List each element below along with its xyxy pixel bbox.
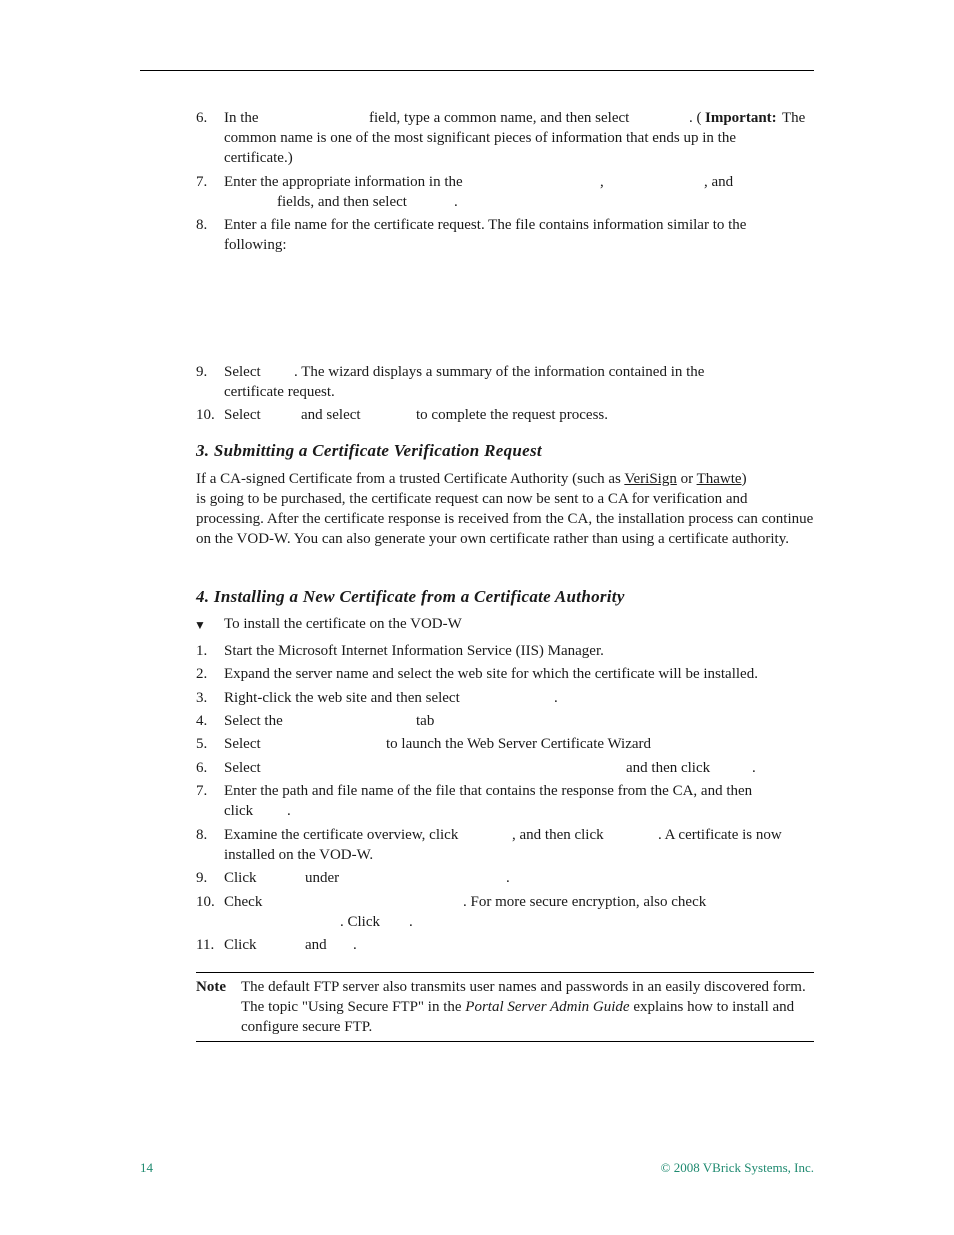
- step-text-segment: Select: [224, 760, 261, 776]
- step-text-segment: Enter the appropriate information in the: [224, 174, 463, 190]
- step-number: 3.: [196, 690, 208, 706]
- step-number: 9.: [196, 364, 208, 380]
- step-text: [224, 868, 816, 888]
- step-text-segment: .: [752, 760, 756, 776]
- section-3-text-rest: is going to be purchased, the certificate request can now be sent to a CA for verification and processing. After the certificate response is received from the CA, the installation process can continue on the VOD-W. You can also generate your own certificate rather than using a certificate authority.: [196, 491, 814, 547]
- step-line: [224, 781, 816, 801]
- step-text: [224, 688, 816, 708]
- step-text-segment: to complete the request process.: [416, 407, 609, 423]
- step-line: [224, 912, 816, 932]
- step-line: [224, 664, 816, 684]
- step-text: [224, 172, 816, 212]
- step-text-segment: and: [305, 937, 327, 953]
- step-number: 8.: [196, 217, 208, 233]
- step-text: [224, 108, 816, 168]
- step-text: [224, 641, 816, 661]
- section-3-text-paren: ): [741, 471, 747, 487]
- step-text-segment: Expand the server name and select the web site for which the certificate will be installed.: [224, 666, 758, 682]
- step-text-segment: .: [506, 870, 510, 886]
- step-line: [224, 734, 816, 754]
- step-line: [224, 892, 816, 912]
- step-number: 7.: [196, 174, 208, 190]
- step-text-segment: . Click: [340, 914, 380, 930]
- step-number: 1.: [196, 643, 208, 659]
- header-rule: [140, 70, 814, 71]
- note-text: [241, 977, 813, 1037]
- step-text-segment: Important:: [705, 110, 777, 126]
- step-text-segment: . (: [689, 110, 702, 126]
- copyright: © 2008 VBrick Systems, Inc.: [660, 1160, 814, 1175]
- step-text-segment: Enter a file name for the certificate request. The file contains information similar to the: [224, 217, 747, 233]
- triangle-down-icon: ▼: [194, 618, 206, 632]
- step-text: [224, 892, 816, 932]
- step-number: 8.: [196, 827, 208, 843]
- step-text-segment: Examine the certificate overview, click: [224, 827, 459, 843]
- section-3-paragraph: [196, 469, 816, 549]
- step-text-segment: common name is one of the most significant pieces of information that ends up in the: [224, 130, 736, 146]
- step-line: [224, 192, 816, 212]
- step-text-segment: fields, and then select: [277, 194, 407, 210]
- step-text-segment: . The wizard displays a summary of the information contained in the: [294, 364, 705, 380]
- step-text: [224, 935, 816, 955]
- section-3-heading: 3. Submitting a Certificate Verification Request: [196, 441, 542, 460]
- step-text-segment: Click: [224, 870, 257, 886]
- step-text-segment: Enter the path and file name of the file that contains the response from the CA, and then: [224, 783, 753, 799]
- step-number: 6.: [196, 110, 208, 126]
- step-line: [224, 235, 816, 255]
- step-line: [224, 801, 816, 821]
- note-text-start: The default FTP server also transmits user names and passwords in an easily discovered form. The topic "Using Secure FTP" in the: [241, 979, 806, 1015]
- note-box: [196, 972, 814, 1042]
- step-text-segment: .: [454, 194, 458, 210]
- step-text-segment: installed on the VOD-W.: [224, 847, 374, 863]
- step-text-segment: The: [782, 110, 806, 126]
- step-text: [224, 362, 816, 402]
- step-text-segment: Select: [224, 736, 261, 752]
- step-text-segment: . A certificate is now: [658, 827, 782, 843]
- step-text-segment: .: [554, 690, 558, 706]
- step-line: [224, 108, 816, 128]
- step-text: [224, 734, 816, 754]
- step-text-segment: and select: [301, 407, 361, 423]
- step-number: 10.: [196, 894, 215, 910]
- step-text-segment: In the: [224, 110, 259, 126]
- step-line: [224, 641, 816, 661]
- step-text-segment: certificate request.: [224, 384, 335, 400]
- step-line: [224, 845, 816, 865]
- step-text-segment: Select the: [224, 713, 283, 729]
- step-number: 2.: [196, 666, 208, 682]
- verisign-link[interactable]: VeriSign: [624, 471, 677, 487]
- step-line: [224, 405, 816, 425]
- step-text-segment: tab: [416, 713, 435, 729]
- step-text-segment: ,: [600, 174, 604, 190]
- step-text: [224, 781, 816, 821]
- step-text-segment: following:: [224, 237, 287, 253]
- step-text: [224, 758, 816, 778]
- step-text: [224, 711, 816, 731]
- step-text-segment: Select: [224, 364, 261, 380]
- step-text-segment: .: [409, 914, 413, 930]
- step-text: [224, 215, 816, 255]
- step-text: [224, 664, 816, 684]
- step-text: [224, 405, 816, 425]
- step-text-segment: and then click: [626, 760, 711, 776]
- step-text-segment: certificate.): [224, 150, 293, 166]
- step-text-segment: Check: [224, 894, 263, 910]
- step-text-segment: Start the Microsoft Internet Information Service (IIS) Manager.: [224, 643, 604, 659]
- step-text-segment: field, type a common name, and then select: [369, 110, 630, 126]
- step-line: [224, 382, 816, 402]
- step-text-segment: Select: [224, 407, 261, 423]
- step-text: [224, 825, 816, 865]
- section-4-heading: 4. Installing a New Certificate from a Certificate Authority: [196, 587, 625, 606]
- step-number: 11.: [196, 937, 215, 953]
- section-3-text-or: or: [676, 471, 697, 487]
- step-text-segment: . For more secure encryption, also check: [463, 894, 707, 910]
- step-line: [224, 935, 816, 955]
- section-3-text-start: If a CA-signed Certificate from a trusted Certificate Authority (such as: [196, 471, 625, 487]
- step-line: [224, 868, 816, 888]
- step-text-segment: Right-click the web site and then select: [224, 690, 460, 706]
- step-number: 10.: [196, 407, 215, 423]
- step-text-segment: , and: [704, 174, 734, 190]
- step-text-segment: to launch the Web Server Certificate Wizard: [386, 736, 652, 752]
- step-line: [224, 688, 816, 708]
- step-line: [224, 825, 816, 845]
- step-line: [224, 172, 816, 192]
- step-text-segment: .: [287, 803, 291, 819]
- step-number: 6.: [196, 760, 208, 776]
- guide-title: Portal Server Admin Guide: [465, 999, 630, 1015]
- procedure-title-text: To install the certificate on the VOD-W: [224, 616, 462, 632]
- step-number: 5.: [196, 736, 208, 752]
- step-text-segment: , and then click: [512, 827, 604, 843]
- step-line: [224, 711, 816, 731]
- step-line: [224, 758, 816, 778]
- step-text-segment: under: [305, 870, 340, 886]
- note-label: Note: [196, 979, 226, 995]
- step-text-segment: click: [224, 803, 254, 819]
- step-number: 9.: [196, 870, 208, 886]
- step-number: 7.: [196, 783, 208, 799]
- step-text-segment: .: [353, 937, 357, 953]
- step-line: [224, 362, 816, 382]
- thawte-link[interactable]: Thawte: [696, 471, 742, 487]
- step-number: 4.: [196, 713, 208, 729]
- step-line: [224, 148, 816, 168]
- page-number: 14: [140, 1160, 153, 1175]
- step-line: [224, 215, 816, 235]
- step-line: [224, 128, 816, 148]
- note-text-end: explains how to install and configure secure FTP.: [241, 999, 795, 1035]
- step-text-segment: Click: [224, 937, 257, 953]
